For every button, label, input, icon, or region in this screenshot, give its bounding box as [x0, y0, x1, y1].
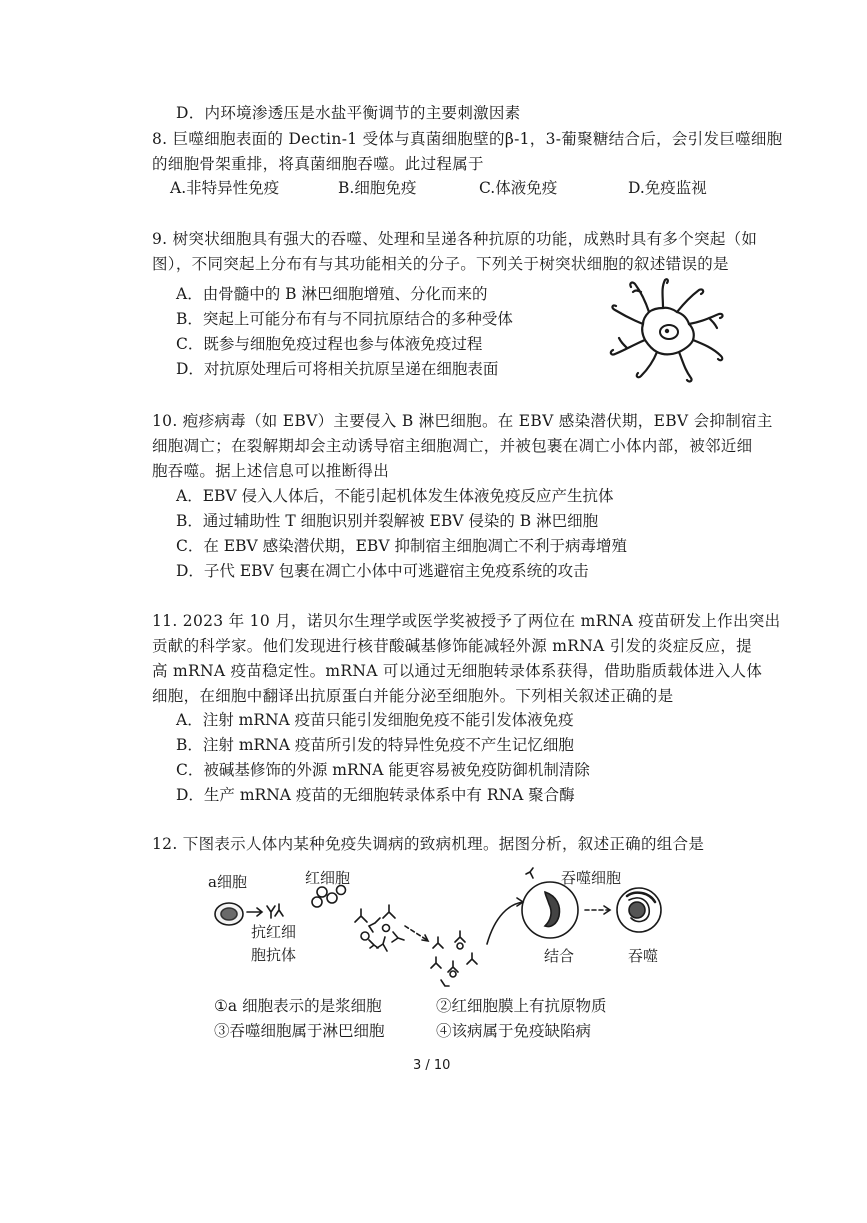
q8-option-d: D.免疫监视 [628, 179, 707, 197]
macrophage-bind-icon [522, 868, 578, 938]
q10-stem-line-1: 10. 疱疹病毒（如 EBV）主要侵入 B 淋巴细胞。在 EBV 感染潜伏期，EBV 会抑制宿主 [152, 412, 773, 430]
q12-statement-1: ①a 细胞表示的是浆细胞 [214, 997, 382, 1015]
q9-option-d: D．对抗原处理后可将相关抗原呈递在细胞表面 [176, 360, 499, 378]
q11-stem-line-4: 细胞，在细胞中翻译出抗原蛋白并能分泌至细胞外。下列相关叙述正确的是 [152, 687, 674, 705]
bind-label: 结合 [544, 947, 575, 965]
q9-stem-line-2: 图），不同突起上分布有与其功能相关的分子。下列关于树突状细胞的叙述错误的是 [152, 255, 729, 273]
dendritic-cell-figure [605, 278, 735, 383]
diagram-graphics [205, 860, 675, 990]
coated-rbc-cluster [431, 931, 477, 986]
a-cell-label: a细胞 [208, 873, 247, 891]
q12-statement-2: ②红细胞膜上有抗原物质 [436, 997, 607, 1015]
q11-option-d: D．生产 mRNA 疫苗的无细胞转录体系中有 RNA 聚合酶 [176, 786, 575, 804]
red-blood-cell-label: 红细胞 [305, 869, 351, 887]
q12-statement-4: ④该病属于免疫缺陷病 [436, 1022, 592, 1040]
q10-option-a: A．EBV 侵入人体后，不能引起机体发生体液免疫反应产生抗体 [176, 487, 614, 505]
q8-option-c: C.体液免疫 [479, 179, 558, 197]
q11-stem-line-2: 贡献的科学家。他们发现进行核苷酸碱基修饰能减轻外源 mRNA 引发的炎症反应，提 [152, 637, 752, 655]
antibody-rbc-cluster [355, 905, 404, 951]
q10-option-b: B．通过辅助性 T 细胞识别并裂解被 EBV 侵染的 B 淋巴细胞 [176, 512, 599, 530]
antibody-label-line-1: 抗红细 [251, 923, 297, 941]
q7-option-d: D．内环境渗透压是水盐平衡调节的主要刺激因素 [176, 104, 521, 122]
q10-stem-line-2: 细胞凋亡；在裂解期却会主动诱导宿主细胞凋亡，并被包裹在凋亡小体内部，被邻近细 [152, 437, 753, 455]
antibody-label-line-2: 胞抗体 [251, 946, 297, 964]
q10-option-d: D．子代 EBV 包裹在凋亡小体中可逃避宿主免疫系统的攻击 [176, 562, 589, 580]
macrophage-label: 吞噬细胞 [561, 869, 622, 887]
q9-option-b: B．突起上可能分布有与不同抗原结合的多种受体 [176, 310, 513, 328]
q9-option-c: C．既参与细胞免疫过程也参与体液免疫过程 [176, 335, 483, 353]
q8-option-a: A.非特异性免疫 [170, 179, 280, 197]
q10-option-c: C．在 EBV 感染潜伏期，EBV 抑制宿主细胞凋亡不利于病毒增殖 [176, 537, 627, 555]
q12-stem: 12. 下图表示人体内某种免疫失调病的致病机理。据图分析，叙述正确的组合是 [152, 835, 705, 853]
q8-stem-line-1: 8. 巨噬细胞表面的 Dectin-1 受体与真菌细胞壁的β-1，3-葡聚糖结合后，会引发巨噬细胞 [152, 130, 783, 148]
page-number: 3 / 10 [413, 1058, 451, 1073]
q11-option-a: A．注射 mRNA 疫苗只能引发细胞免疫不能引发体液免疫 [176, 711, 574, 729]
q8-stem-line-2: 的细胞骨架重排，将真菌细胞吞噬。此过程属于 [152, 155, 484, 173]
q11-stem-line-1: 11. 2023 年 10 月，诺贝尔生理学或医学奖被授予了两位在 mRNA 疫苗研发上作出突出 [152, 612, 781, 630]
macrophage-engulf-icon [617, 888, 661, 932]
q9-stem-line-1: 9. 树突状细胞具有强大的吞噬、处理和呈递各种抗原的功能，成熟时具有多个突起（如 [152, 230, 758, 248]
red-blood-cell-icon [317, 887, 327, 897]
q8-option-b: B.细胞免疫 [338, 179, 417, 197]
q11-option-b: B．注射 mRNA 疫苗所引发的特异性免疫不产生记忆细胞 [176, 736, 574, 754]
q12-statement-3: ③吞噬细胞属于淋巴细胞 [214, 1022, 385, 1040]
q10-stem-line-3: 胞吞噬。据上述信息可以推断得出 [152, 462, 390, 480]
q11-option-c: C．被碱基修饰的外源 mRNA 能更容易被免疫防御机制清除 [176, 761, 590, 779]
q11-stem-line-3: 高 mRNA 疫苗稳定性。mRNA 可以通过无细胞转录体系获得，借助脂质载体进入人体 [152, 662, 763, 680]
q9-option-a: A．由骨髓中的 B 淋巴细胞增殖、分化而来的 [176, 285, 488, 303]
engulf-label: 吞噬 [628, 947, 659, 965]
